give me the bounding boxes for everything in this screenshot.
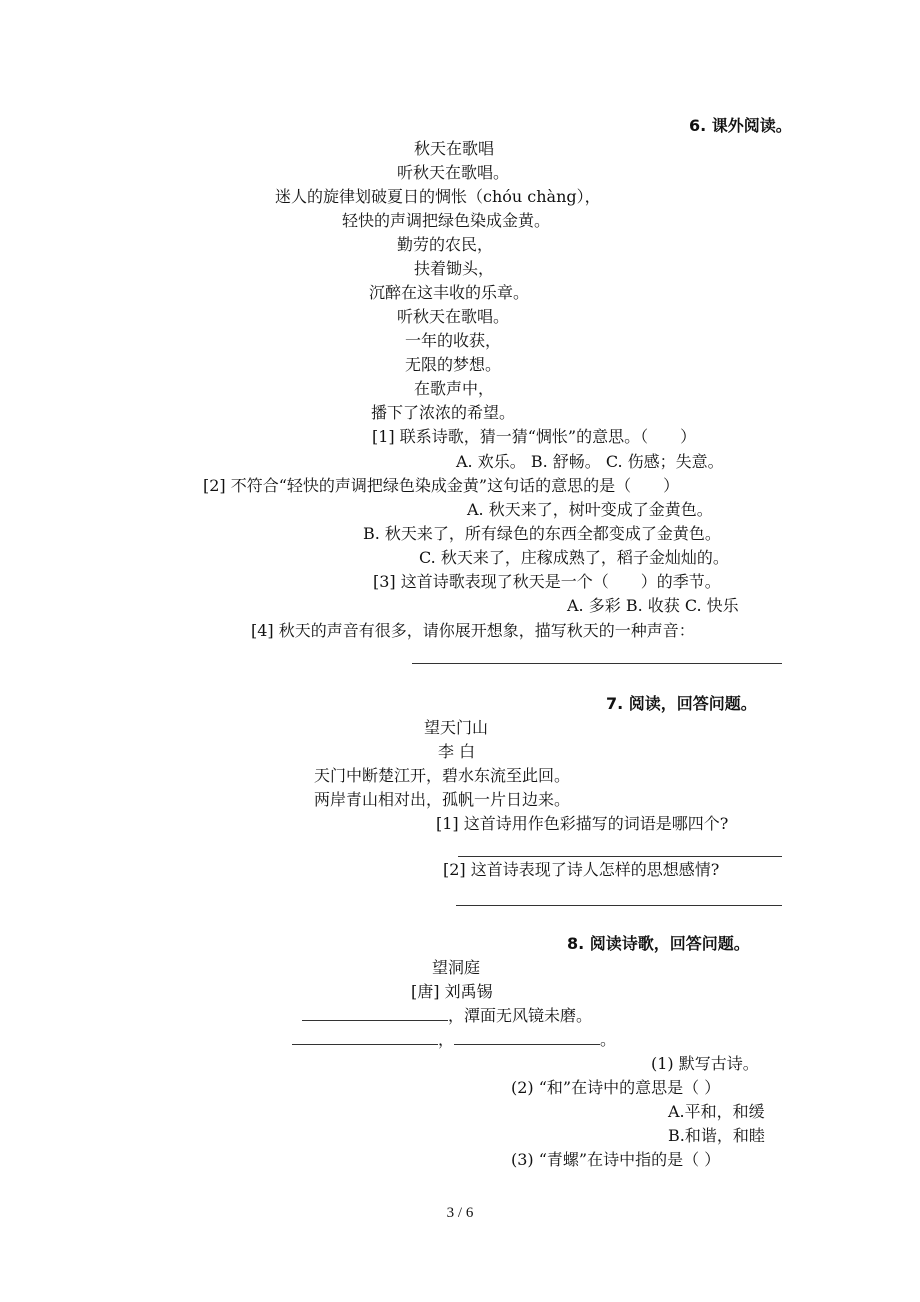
poem-title: 望天门山 [424, 718, 489, 737]
question-6-2-option-a: A. 秋天来了，树叶变成了金黄色。 [467, 500, 713, 519]
question-8-2-option-b: B.和谐，和睦 [668, 1126, 765, 1145]
poem-author: 李 白 [438, 742, 476, 761]
question-6-3-options: A. 多彩 B. 收获 C. 快乐 [567, 596, 739, 615]
poem-author: [唐] 刘禹锡 [411, 982, 493, 1001]
poem-line: 扶着锄头， [414, 259, 495, 278]
question-6-4: [4] 秋天的声音有很多，请你展开想象，描写秋天的一种声音： [251, 621, 695, 640]
poem-title: 望洞庭 [432, 958, 481, 977]
question-8-2: (2) “和”在诗中的意思是（ ） [511, 1078, 721, 1097]
page-number: 3 / 6 [446, 1205, 474, 1221]
question-8-1: (1) 默写古诗。 [651, 1054, 759, 1073]
question-8-2-option-a: A.平和，和缓 [668, 1102, 765, 1121]
poem-line: 勤劳的农民， [397, 235, 494, 254]
fill-blank[interactable] [454, 1030, 600, 1045]
poem-line: 一年的收获， [405, 331, 502, 350]
question-6-3: [3] 这首诗歌表现了秋天是一个（ ）的季节。 [373, 572, 721, 591]
poem-fill-line-2: ， 。 [292, 1029, 616, 1051]
poem-line: 轻快的声调把绿色染成金黄。 [342, 211, 551, 230]
fill-blank[interactable] [292, 1030, 438, 1045]
answer-line[interactable] [458, 856, 782, 857]
fill-blank[interactable] [302, 1006, 448, 1021]
section-7-heading: 7. 阅读，回答问题。 [606, 694, 757, 713]
question-7-1: [1] 这首诗用作色彩描写的词语是哪四个? [436, 814, 729, 833]
poem-line: 秋天在歌唱 [414, 139, 495, 158]
poem-line: 听秋天在歌唱。 [397, 307, 510, 326]
question-6-2: [2] 不符合“轻快的声调把绿色染成金黄”这句话的意思的是（ ） [203, 476, 680, 495]
question-6-2-option-b: B. 秋天来了，所有绿色的东西全都变成了金黄色。 [363, 524, 721, 543]
poem-line: 在歌声中， [414, 379, 495, 398]
answer-line[interactable] [412, 663, 782, 664]
poem-line: 无限的梦想。 [405, 355, 502, 374]
poem-line: 听秋天在歌唱。 [397, 163, 510, 182]
poem-line: 迷人的旋律划破夏日的惆怅（chóu chàng）， [275, 187, 601, 206]
poem-line: 两岸青山相对出，孤帆一片日边来。 [314, 790, 571, 809]
answer-line[interactable] [456, 905, 782, 906]
poem-fill-line-1: ，潭面无风镜未磨。 [302, 1005, 592, 1027]
question-8-3: (3) “青螺”在诗中指的是（ ） [511, 1150, 721, 1169]
question-6-1: [1] 联系诗歌，猜一猜“惆怅”的意思。（ ） [372, 427, 697, 446]
question-6-1-options: A. 欢乐。 B. 舒畅。 C. 伤感；失意。 [456, 452, 724, 471]
section-6-heading: 6. 课外阅读。 [689, 116, 792, 135]
poem-line: 沉醉在这丰收的乐章。 [369, 283, 530, 302]
poem-line: 天门中断楚江开，碧水东流至此回。 [314, 766, 571, 785]
section-8-heading: 8. 阅读诗歌，回答问题。 [567, 934, 750, 953]
poem-line: 播下了浓浓的希望。 [371, 403, 516, 422]
question-7-2: [2] 这首诗表现了诗人怎样的思想感情? [443, 860, 720, 879]
question-6-2-option-c: C. 秋天来了，庄稼成熟了，稻子金灿灿的。 [419, 548, 729, 567]
